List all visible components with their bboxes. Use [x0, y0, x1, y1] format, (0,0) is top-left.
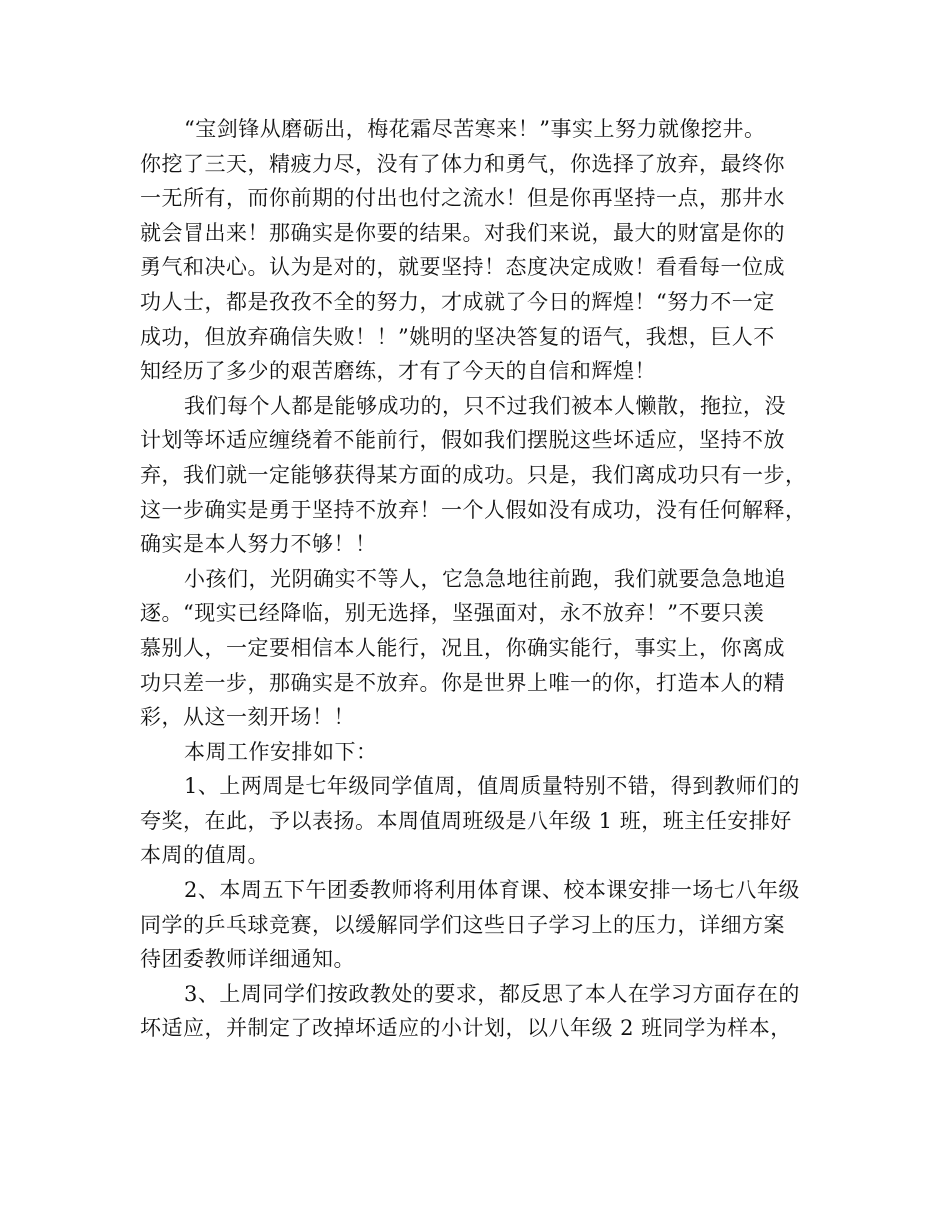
text-line: 知经历了多少的艰苦磨练，才有了今天的自信和辉煌！ [140, 359, 656, 384]
text-line: 同学的乒乓球竞赛，以缓解同学们这些日子学习上的压力，详细方案 [140, 912, 785, 937]
text-line: “宝剑锋从磨砺出，梅花霜尽苦寒来！”事实上努力就像挖井。 [184, 117, 766, 141]
text-line: 成功，但放弃确信失败！！”姚明的坚决答复的语气，我想，巨人不 [140, 324, 775, 349]
text-line: 小孩们，光阴确实不等人，它急急地往前跑，我们就要急急地追 [184, 566, 786, 591]
text-line: 弃，我们就一定能够获得某方面的成功。只是，我们离成功只有一步， [140, 462, 807, 487]
text-line: 功人士，都是孜孜不全的努力，才成就了今日的辉煌！“努力不一定 [140, 289, 775, 314]
text-line: 本周工作安排如下： [184, 739, 378, 764]
text-line: 待团委教师详细通知。 [140, 947, 355, 972]
text-line: 计划等坏适应缠绕着不能前行，假如我们摆脱这些坏适应，坚持不放 [140, 428, 785, 453]
text-line: 确实是本人努力不够！！ [140, 532, 377, 557]
text-line: 就会冒出来！那确实是你要的结果。对我们来说，最大的财富是你的 [140, 220, 785, 245]
text-line: 彩，从这一刻开场！！ [140, 705, 355, 730]
text-line: 夸奖，在此，予以表扬。本周值周班级是八年级 1 班，班主任安排好 [140, 808, 792, 833]
text-line: 2、本周五下午团委教师将利用体育课、校本课安排一场七八年级 [184, 878, 800, 903]
text-line: 你挖了三天，精疲力尽，没有了体力和勇气，你选择了放弃，最终你 [140, 151, 785, 176]
document-body [140, 112, 830, 1046]
text-line: 我们每个人都是能够成功的，只不过我们被本人懒散，拖拉，没 [184, 393, 786, 418]
text-line: 一无所有，而你前期的付出也付之流水！但是你再坚持一点，那井水 [140, 186, 785, 211]
text-line: 逐。“现实已经降临，别无选择，坚强面对，永不放弃！”不要只羡 [140, 601, 765, 626]
text-line: 本周的值周。 [140, 843, 269, 868]
text-line: 1、上两周是七年级同学值周，值周质量特别不错，得到教师们的 [184, 774, 800, 799]
text-line: 慕别人，一定要相信本人能行，况且，你确实能行，事实上，你离成 [140, 635, 785, 660]
text-line: 功只差一步，那确实是不放弃。你是世界上唯一的你，打造本人的精 [140, 670, 785, 695]
text-line: 勇气和决心。认为是对的，就要坚持！态度决定成败！看看每一位成 [140, 255, 785, 280]
text-line: 3、上周同学们按政教处的要求，都反思了本人在学习方面存在的 [184, 981, 800, 1006]
text-line: 坏适应，并制定了改掉坏适应的小计划，以八年级 2 班同学为样本， [140, 1016, 792, 1041]
text-line: 这一步确实是勇于坚持不放弃！一个人假如没有成功，没有任何解释， [140, 497, 807, 522]
